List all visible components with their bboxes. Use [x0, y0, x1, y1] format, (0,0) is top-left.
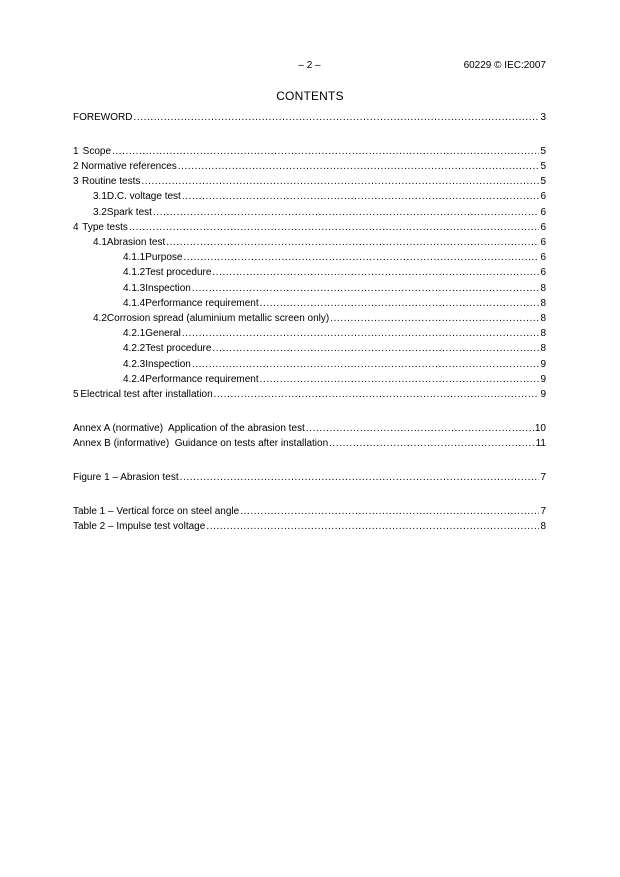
toc-page: 10 [534, 422, 546, 434]
toc-page: 11 [535, 437, 546, 449]
leader-dots [306, 423, 534, 434]
toc-number: 4.1.4 [123, 297, 146, 309]
toc-label: Annex B (informative) Guidance on tests after installation [73, 437, 329, 449]
toc-page: 5 [540, 145, 546, 157]
toc-label: Routine tests [82, 176, 141, 188]
page-number: – 2 – [298, 60, 321, 71]
toc-entry-2[interactable] [73, 161, 546, 176]
leader-dots [330, 313, 539, 324]
toc-entry-foreword[interactable] [73, 112, 546, 127]
toc-entry-4-2-3[interactable] [73, 359, 546, 374]
toc-label: Abrasion test [106, 237, 166, 248]
toc-page: 7 [540, 471, 546, 483]
contents-title: CONTENTS [276, 89, 344, 103]
leader-dots [112, 146, 539, 157]
leader-dots [129, 222, 540, 233]
leader-dots [329, 438, 534, 449]
toc-number: 4.1.1 [123, 252, 146, 264]
toc-page: 9 [540, 358, 546, 370]
toc-label: Purpose [145, 252, 183, 264]
toc-entry-4-2[interactable] [73, 313, 546, 328]
leader-dots [178, 161, 540, 172]
leader-dots [184, 252, 540, 263]
leader-dots [260, 374, 540, 385]
toc-entry-3[interactable] [73, 176, 546, 191]
table-of-contents [73, 112, 546, 536]
toc-number: 1 [73, 145, 79, 157]
leader-dots [182, 328, 540, 339]
toc-label: Type tests [82, 221, 128, 233]
toc-label: FOREWORD [73, 112, 133, 123]
toc-number: 4.2.1 [123, 328, 146, 340]
leader-dots [133, 112, 539, 123]
leader-dots [192, 283, 540, 294]
toc-page: 5 [540, 161, 546, 173]
toc-label: Test procedure [145, 267, 212, 279]
toc-label: Test procedure [145, 343, 212, 355]
toc-entry-4-2-4[interactable] [73, 374, 546, 389]
toc-number: 4.1.2 [123, 267, 146, 279]
leader-dots [206, 521, 539, 532]
leader-dots [153, 207, 540, 218]
toc-entry-table-1[interactable] [73, 506, 546, 521]
toc-page: 3 [540, 112, 546, 123]
leader-dots [260, 298, 540, 309]
toc-page: 9 [540, 373, 546, 385]
toc-number: 4.1.3 [123, 282, 146, 294]
toc-entry-4[interactable] [73, 222, 546, 237]
toc-page: 5 [540, 176, 546, 188]
leader-dots [214, 389, 540, 400]
toc-entry-5[interactable] [73, 389, 546, 404]
toc-number: 4.2.3 [123, 358, 146, 370]
toc-label: Performance requirement [145, 373, 259, 385]
toc-page: 6 [540, 267, 546, 279]
toc-number: 5 [73, 388, 79, 400]
toc-page: 9 [540, 388, 546, 400]
toc-page: 6 [540, 237, 546, 248]
toc-label: Table 2 – Impulse test voltage [73, 520, 206, 532]
toc-page: 8 [540, 282, 546, 294]
toc-number: 4.2.2 [123, 343, 146, 355]
toc-entry-4-1-1[interactable] [73, 252, 546, 267]
toc-page: 6 [540, 191, 546, 203]
toc-label: Annex A (normative) Application of the abrasion test [73, 422, 305, 434]
toc-entry-figure-1[interactable] [73, 472, 546, 487]
toc-entry-4-1-2[interactable] [73, 267, 546, 282]
toc-entry-3-2[interactable] [73, 207, 546, 222]
toc-entry-3-1[interactable] [73, 191, 546, 206]
toc-entry-4-1-4[interactable] [73, 298, 546, 313]
page-header [73, 60, 546, 74]
toc-label: Normative references [81, 161, 177, 173]
toc-label: Corrosion spread (aluminium metallic screen only) [106, 312, 330, 324]
toc-page: 7 [540, 505, 546, 517]
leader-dots [180, 472, 540, 483]
leader-dots [141, 176, 539, 187]
toc-entry-annex-a[interactable] [73, 423, 546, 438]
leader-dots [212, 343, 539, 354]
toc-label: Table 1 – Vertical force on steel angle [73, 505, 240, 517]
leader-dots [212, 267, 539, 278]
toc-page: 8 [540, 312, 546, 324]
leader-dots [182, 191, 540, 202]
toc-entry-4-2-1[interactable] [73, 328, 546, 343]
leader-dots [240, 506, 539, 517]
toc-label: Electrical test after installation [80, 388, 213, 400]
toc-entry-4-2-2[interactable] [73, 343, 546, 358]
toc-page: 6 [540, 252, 546, 264]
toc-page: 6 [540, 206, 546, 218]
toc-number: 3.1 [93, 191, 107, 203]
toc-entry-4-1[interactable] [73, 237, 546, 252]
toc-number: 3.2 [93, 206, 107, 218]
toc-page: 8 [540, 328, 546, 340]
toc-entry-annex-b[interactable] [73, 438, 546, 453]
toc-label: Performance requirement [145, 297, 259, 309]
toc-entry-4-1-3[interactable] [73, 283, 546, 298]
toc-number: 4.2.4 [123, 373, 146, 385]
toc-number: 4.1 [93, 237, 107, 248]
toc-page: 8 [540, 520, 546, 532]
toc-page: 8 [540, 343, 546, 355]
toc-number: 3 [73, 176, 79, 188]
leader-dots [192, 359, 540, 370]
toc-number: 4.2 [93, 312, 107, 324]
standard-reference: 60229 © IEC:2007 [463, 60, 546, 71]
toc-number: 2 [73, 161, 79, 173]
toc-entry-1[interactable] [73, 146, 546, 161]
leader-dots [166, 237, 539, 248]
toc-page: 6 [540, 221, 546, 233]
toc-label: D.C. voltage test [106, 191, 181, 203]
toc-number: 4 [73, 221, 79, 233]
toc-entry-table-2[interactable] [73, 521, 546, 536]
toc-page: 8 [540, 297, 546, 309]
toc-label: Inspection [145, 282, 191, 294]
toc-label: Figure 1 – Abrasion test [73, 471, 179, 483]
toc-label: Scope [82, 145, 112, 157]
toc-label: Inspection [145, 358, 191, 370]
toc-label: General [145, 328, 181, 340]
toc-label: Spark test [106, 206, 152, 218]
